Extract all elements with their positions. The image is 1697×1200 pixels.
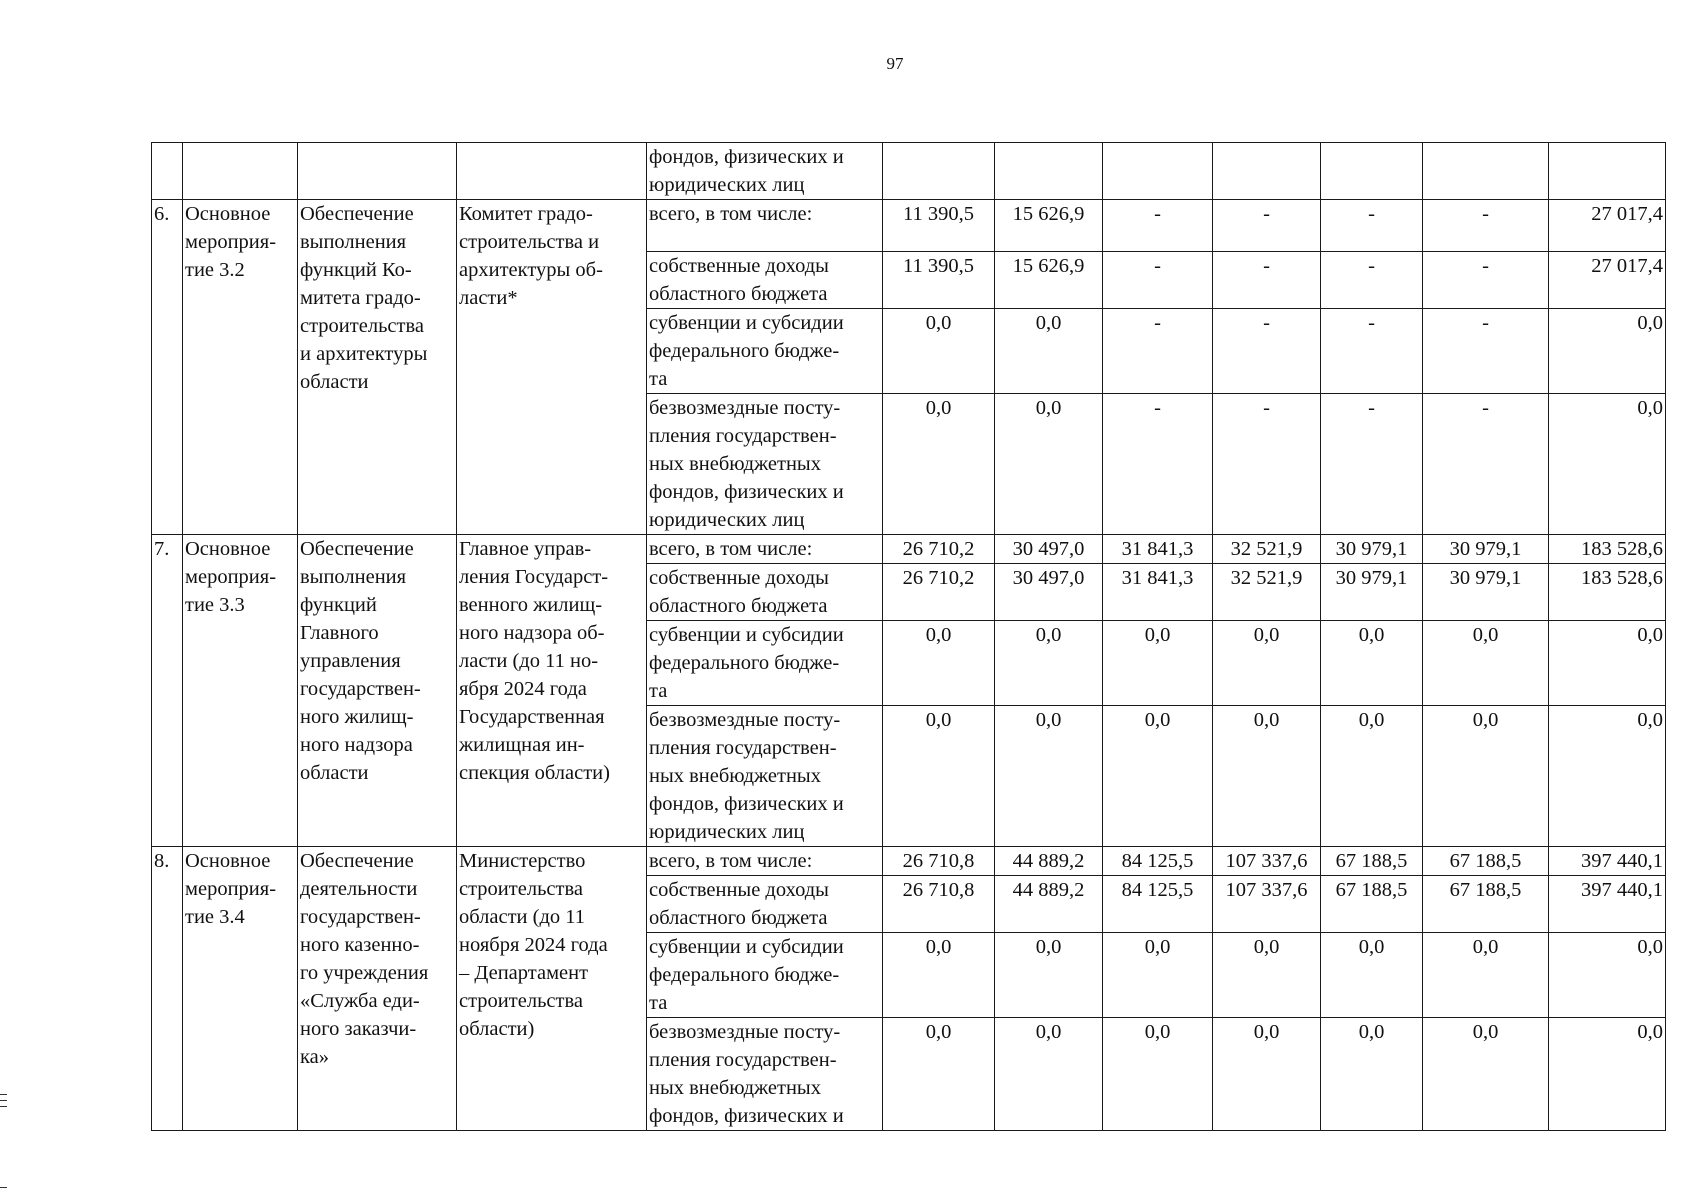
cell-line: фондов, физических и [649,793,844,815]
funding-source-cell [647,876,883,933]
event-name-cell [183,200,298,535]
cell-line: Главного [300,622,379,644]
table-row [152,847,1666,876]
empty-cell [995,143,1103,200]
empty-cell [457,143,647,200]
empty-cell [298,143,457,200]
year-value-cell: 67 188,5 [1321,847,1423,876]
year-value-cell: 31 841,3 [1103,535,1213,564]
cell-line: безвозмездные посту- [649,1021,841,1043]
empty-cell [183,143,298,200]
cell-line: областного бюджета [649,283,828,305]
funding-source-cell [647,564,883,621]
cell-line: ных внебюджетных [649,765,821,787]
funding-source-cell [647,847,883,876]
year-value-cell: 84 125,5 [1103,876,1213,933]
table-row [152,200,1666,252]
year-value-cell: 30 979,1 [1321,564,1423,621]
year-value-cell: 0,0 [883,309,995,394]
year-value-cell: - [1103,394,1213,535]
year-value-cell: 30 979,1 [1423,564,1549,621]
funding-source-cell [647,1018,883,1131]
funding-source-cell [647,252,883,309]
table-row [152,535,1666,564]
year-value-cell: 0,0 [995,621,1103,706]
cell-line: ного жилищ- [300,706,414,728]
cell-line: Обеспечение [300,538,414,560]
year-value-cell: - [1423,394,1549,535]
total-value-cell: 0,0 [1549,309,1666,394]
cell-line: мероприя- [185,878,277,900]
year-value-cell: 31 841,3 [1103,564,1213,621]
cell-line: Основное [185,203,271,225]
cell-line: пления государствен- [649,1049,837,1071]
cell-line: и архитектуры [300,343,428,365]
year-value-cell: 0,0 [1321,1018,1423,1131]
cell-line: ных внебюджетных [649,1077,821,1099]
margin-mark [0,1100,7,1101]
executor-cell [457,847,647,1131]
year-value-cell: 0,0 [995,394,1103,535]
cell-line: тие 3.3 [185,594,245,616]
cell-line: го учреждения [300,962,429,984]
year-value-cell: 0,0 [1103,1018,1213,1131]
cell-line: Обеспечение [300,203,414,225]
year-value-cell: 67 188,5 [1423,847,1549,876]
total-value-cell: 183 528,6 [1549,535,1666,564]
cell-line: строительства [459,878,583,900]
row-number [152,535,183,847]
cell-line: ного надзора об- [459,622,605,644]
margin-mark [0,1187,7,1188]
event-name-cell [183,847,298,1131]
cell-line: та [649,680,668,702]
year-value-cell: 15 626,9 [995,200,1103,252]
year-value-cell: 11 390,5 [883,200,995,252]
cell-line: фондов, физических и [649,1105,844,1127]
year-value-cell: 44 889,2 [995,876,1103,933]
event-purpose-cell [298,847,457,1131]
year-value-cell: 0,0 [1213,621,1321,706]
cell-line: субвенции и субсидии [649,624,844,646]
cell-line: безвозмездные посту- [649,709,841,731]
year-value-cell: 0,0 [1321,621,1423,706]
year-value-cell: 0,0 [1103,706,1213,847]
margin-mark [0,1094,7,1095]
cell-line: областного бюджета [649,595,828,617]
cell-line: субвенции и субсидии [649,936,844,958]
cell-line: выполнения [300,566,407,588]
year-value-cell: 67 188,5 [1321,876,1423,933]
year-value-cell: - [1321,309,1423,394]
funding-source-cell [647,933,883,1018]
cell-line: собственные доходы [649,879,829,901]
page-number: 97 [886,54,904,73]
cell-line: субвенции и субсидии [649,312,844,334]
cell-line: ления Государст- [459,566,609,588]
year-value-cell: 15 626,9 [995,252,1103,309]
cell-line: строительства [300,315,424,337]
executor-cell [457,535,647,847]
cell-line: федерального бюдже- [649,652,840,674]
empty-cell [152,143,183,200]
cell-line: областного бюджета [649,907,828,929]
total-value-cell: 397 440,1 [1549,847,1666,876]
cell-line: ября 2024 года [459,678,587,700]
row-number-text: 8. [154,850,170,872]
cell-line: государствен- [300,678,421,700]
year-value-cell: - [1213,200,1321,252]
cell-line: мероприя- [185,566,277,588]
year-value-cell: 0,0 [883,621,995,706]
empty-cell [1321,143,1423,200]
year-value-cell: 107 337,6 [1213,876,1321,933]
year-value-cell: 0,0 [883,1018,995,1131]
funding-source-cell [647,621,883,706]
year-value-cell: - [1103,309,1213,394]
total-value-cell: 0,0 [1549,1018,1666,1131]
cell-line: пления государствен- [649,425,837,447]
cell-line: строительства и [459,231,600,253]
total-value-cell: 0,0 [1549,706,1666,847]
cell-line: функций Ко- [300,259,412,281]
cell-line: пления государствен- [649,737,837,759]
cell-line: юридических лиц [649,174,805,196]
year-value-cell: - [1321,200,1423,252]
year-value-cell: 0,0 [995,309,1103,394]
year-value-cell: 26 710,2 [883,564,995,621]
row-number [152,847,183,1131]
year-value-cell: - [1213,252,1321,309]
cell-line: юридических лиц [649,821,805,843]
year-value-cell: 0,0 [1423,933,1549,1018]
year-value-cell: 0,0 [1103,933,1213,1018]
year-value-cell: 0,0 [1103,621,1213,706]
year-value-cell: - [1213,394,1321,535]
year-value-cell: 11 390,5 [883,252,995,309]
cell-line: собственные доходы [649,567,829,589]
year-value-cell: 0,0 [995,933,1103,1018]
event-purpose-cell [298,535,457,847]
empty-cell [1213,143,1321,200]
cell-line: мероприя- [185,231,277,253]
cell-line: всего, в том числе: [649,203,813,225]
row-number-text: 7. [154,538,170,560]
cell-line: ласти (до 11 но- [459,650,599,672]
cell-line: всего, в том числе: [649,538,813,560]
cell-line: архитектуры об- [459,259,603,281]
funding-source-cell [647,706,883,847]
year-value-cell: 84 125,5 [1103,847,1213,876]
cell-line: ного заказчи- [300,1018,417,1040]
year-value-cell: 30 497,0 [995,535,1103,564]
cell-line: деятельности [300,878,418,900]
year-value-cell: 32 521,9 [1213,535,1321,564]
year-value-cell: 0,0 [1213,933,1321,1018]
year-value-cell: 30 979,1 [1423,535,1549,564]
year-value-cell: - [1423,309,1549,394]
empty-cell [1103,143,1213,200]
funding-source-cell [647,309,883,394]
cell-line: функций [300,594,377,616]
year-value-cell: 0,0 [995,706,1103,847]
cell-line: безвозмездные посту- [649,397,841,419]
table-body [152,143,1666,1131]
cell-line: Основное [185,538,271,560]
cell-line: управления [300,650,401,672]
year-value-cell: 30 979,1 [1321,535,1423,564]
year-value-cell: 0,0 [883,933,995,1018]
cell-line: всего, в том числе: [649,850,813,872]
year-value-cell: 0,0 [1423,706,1549,847]
year-value-cell: - [1103,252,1213,309]
cell-line: юридических лиц [649,509,805,531]
year-value-cell: 26 710,8 [883,847,995,876]
year-value-cell: 0,0 [1321,706,1423,847]
year-value-cell: 0,0 [995,1018,1103,1131]
cell-line: ласти* [459,287,518,309]
event-purpose-cell [298,200,457,535]
year-value-cell: 0,0 [883,394,995,535]
cell-line: та [649,368,668,390]
total-value-cell: 397 440,1 [1549,876,1666,933]
cell-line: венного жилищ- [459,594,603,616]
cell-line: тие 3.2 [185,259,245,281]
funding-source-cell [647,200,883,252]
cell-line: государствен- [300,906,421,928]
funding-table [151,142,1666,1131]
year-value-cell: 30 497,0 [995,564,1103,621]
cell-line: собственные доходы [649,255,829,277]
year-value-cell: 0,0 [1213,1018,1321,1131]
cell-line: федерального бюдже- [649,340,840,362]
empty-cell [1423,143,1549,200]
cell-line: строительства [459,990,583,1012]
cell-line: ка» [300,1046,329,1068]
cell-line: Основное [185,850,271,872]
cell-line: ных внебюджетных [649,453,821,475]
year-value-cell: 0,0 [1213,706,1321,847]
total-value-cell: 0,0 [1549,621,1666,706]
year-value-cell: - [1321,252,1423,309]
total-value-cell: 27 017,4 [1549,252,1666,309]
funding-source-cell [647,394,883,535]
cell-line: области [300,371,369,393]
cell-line: фондов, физических и [649,481,844,503]
empty-cell [1549,143,1666,200]
executor-cell [457,200,647,535]
cell-line: – Департамент [459,962,589,984]
year-value-cell: 67 188,5 [1423,876,1549,933]
year-value-cell: - [1321,394,1423,535]
cell-line: области [300,762,369,784]
funding-source-cell [647,535,883,564]
cell-line: жилищная ин- [459,734,585,756]
cell-line: области (до 11 [459,906,586,928]
event-name-cell [183,535,298,847]
cell-line: спекция области) [459,762,610,784]
empty-cell [883,143,995,200]
cell-line: ноября 2024 года [459,934,608,956]
cell-line: митета градо- [300,287,421,309]
total-value-cell: 27 017,4 [1549,200,1666,252]
total-value-cell: 0,0 [1549,933,1666,1018]
year-value-cell: 26 710,2 [883,535,995,564]
year-value-cell: 0,0 [1423,621,1549,706]
cell-line: фондов, физических и [649,146,844,168]
cell-line: Обеспечение [300,850,414,872]
cell-line: ного надзора [300,734,413,756]
year-value-cell: - [1103,200,1213,252]
cell-line: Государственная [459,706,605,728]
row-number [152,200,183,535]
cell-line: Комитет градо- [459,203,593,225]
total-value-cell: 183 528,6 [1549,564,1666,621]
cell-line: тие 3.4 [185,906,245,928]
cell-line: выполнения [300,231,407,253]
cell-line: «Служба еди- [300,990,420,1012]
year-value-cell: 107 337,6 [1213,847,1321,876]
cell-line: Главное управ- [459,538,592,560]
year-value-cell: 26 710,8 [883,876,995,933]
year-value-cell: - [1213,309,1321,394]
total-value-cell: 0,0 [1549,394,1666,535]
year-value-cell: 0,0 [1423,1018,1549,1131]
margin-mark [0,1106,7,1107]
cell-line: та [649,992,668,1014]
cell-line: Министерство [459,850,586,872]
cell-line: ного казенно- [300,934,420,956]
row-number-text: 6. [154,203,170,225]
funding-source-cell [647,143,883,200]
year-value-cell: 0,0 [883,706,995,847]
year-value-cell: 32 521,9 [1213,564,1321,621]
year-value-cell: 44 889,2 [995,847,1103,876]
cell-line: федерального бюдже- [649,964,840,986]
year-value-cell: - [1423,200,1549,252]
table-row [152,143,1666,200]
year-value-cell: - [1423,252,1549,309]
cell-line: области) [459,1018,535,1040]
year-value-cell: 0,0 [1321,933,1423,1018]
